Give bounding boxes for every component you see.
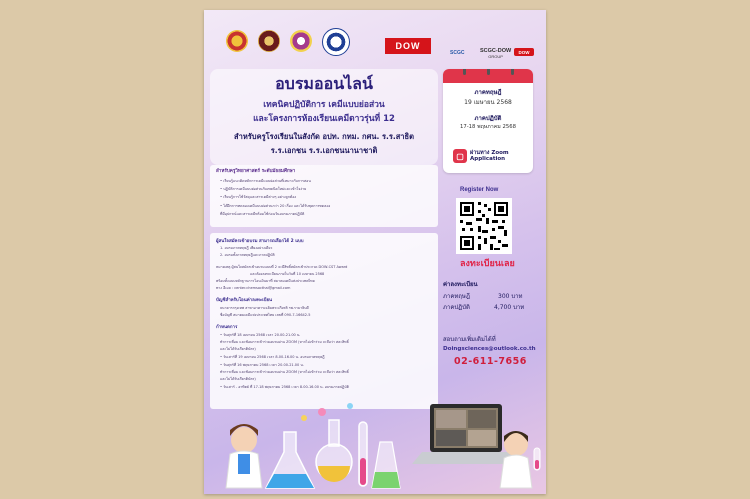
audience-line-2: ร.ร.เอกชน ร.ร.เอกชนนานาชาติ <box>270 146 378 155</box>
zoom-note <box>453 147 523 165</box>
zoom-line-1: ผ่านทาง Zoom <box>470 149 509 156</box>
zoom-text <box>470 150 509 163</box>
audience-bullet: ที่มีอุปกรณ์และสารเคมีพร้อมใช้ก่อนวันอบรมภาคปฏิบัติ <box>220 212 305 216</box>
ministry-seal-icon <box>226 30 248 52</box>
scgc-logo: SCGC <box>450 50 465 56</box>
bank-heading: บัญชีสำหรับโอนค่าลงทะเบียน <box>216 298 273 303</box>
university-seal-icon <box>258 30 280 52</box>
schedule-item: • วันเสาร์ - อาทิตย์ ที่ 17-18 พฤษภาคม 2568 เวลา 8.00-16.00 น. อบรมภาคปฏิบัติ <box>220 385 349 389</box>
schedule-calendar <box>443 69 533 173</box>
practice-date: 17-18 พฤษภาคม 2568 <box>460 124 516 130</box>
scientist-girl-icon <box>231 427 257 453</box>
options-heading: ผู้สนใจสมัครเข้าอบรม สามารถเลือกได้ 2 แบบ <box>216 239 304 244</box>
calendar-ring-icon <box>487 69 490 75</box>
zoom-line-2: Application <box>470 156 506 162</box>
details-box <box>210 233 438 409</box>
note-line: ทาง อีเมล : center.chemsocthai@gmail.com <box>216 286 291 290</box>
theory-label: ภาคทฤษฎี <box>474 89 502 96</box>
dow-logo: DOW <box>385 38 431 54</box>
fees-heading: ค่าลงทะเบียน <box>443 281 478 288</box>
schedule-heading: กำหนดการ <box>216 325 238 330</box>
flask-liquid <box>266 474 314 488</box>
fee-theory-label: ภาคทฤษฎี <box>443 293 470 300</box>
audience-bullet: • เรียนรู้การใช้วัสดุและสารเคมีต่างๆ อย่างถูกต้อง <box>220 195 297 199</box>
schedule-item: • วันเสาร์ที่ 19 เมษายน 2568 เวลา 8.00-16.00 น. อบรมภาคทฤษฎี <box>220 355 325 359</box>
register-qr-code[interactable] <box>456 198 512 254</box>
event-poster <box>204 10 546 494</box>
calendar-ring-icon <box>463 69 466 75</box>
schedule-item: และไม่ได้รับเกียรติบัตร) <box>220 377 256 381</box>
audience-bullet: • ได้ฝึกการทดลองเคมีแบบย่อส่วนกว่า 20 เรื่อง และได้รับชุดการทดลอง <box>220 204 331 208</box>
theory-date: 19 เมษายน 2568 <box>464 99 512 106</box>
science-illustration <box>204 392 546 494</box>
zoom-icon: ▢ <box>453 149 467 163</box>
schedule-item: • วันศุกร์ที่ 18 เมษายน 2568 เวลา 20.00-21.00 น. <box>220 333 301 337</box>
register-now-link[interactable]: ลงทะเบียนเลย <box>460 259 515 269</box>
schedule-item: ทำการเชื่อม และซ้อมการเข้าร่วมอบรมผ่าน ZOOM (หากไม่เข้าร่วม จะถือว่า สละสิทธิ์ <box>220 370 349 374</box>
audience-bullet: • ปฏิบัติการเคมีแบบย่อส่วนกับเทคนิคใหม่และเข้าใจง่าย <box>220 187 307 191</box>
subtitle-line-2: และโครงการห้องเรียนเคมีดาวรุ่นที่ 12 <box>253 114 395 124</box>
audience-heading: สำหรับครูวิทยาศาสตร์ ระดับมัธยมศึกษา <box>216 169 296 174</box>
schedule-item: และไม่ได้รับเกียรติบัตร) <box>220 347 256 351</box>
scgc-dow-logo <box>480 48 511 60</box>
fee-theory-price: 300 บาท <box>498 293 523 300</box>
scgc-dow-logo-text: SCGC-DOW <box>480 48 512 54</box>
note-line: และต้องลงทะเบียนภายในวันที่ 10 เมษายน 2568 <box>250 272 325 276</box>
qr-code-icon <box>458 200 510 252</box>
main-title: อบรมออนไลน์ <box>275 74 373 93</box>
chemical-society-seal-icon <box>322 28 350 56</box>
audience-box <box>210 165 438 227</box>
register-now-label: Register Now <box>460 187 499 193</box>
schedule-item: • วันศุกร์ที่ 16 พฤษภาคม 2568 เวลา 20.00-21.00 น. <box>220 363 304 367</box>
note-line: พร้อมทั้งแนบหลักฐานการโอนเงินมาที่ สมาคมเคมีแห่งประเทศไทย <box>216 279 315 283</box>
bank-line: ชื่อบัญชี สมาคมเคมีแห่งประเทศไทย เลขที่ 090-7-16642-5 <box>220 313 311 317</box>
schedule-item: ทำการเชื่อม และซ้อมการเข้าร่วมอบรมผ่าน ZOOM (หากไม่เข้าร่วม จะถือว่า สละสิทธิ์ <box>220 340 349 344</box>
option-item: 1. อบรมภาคทฤษฎี เพียงอย่างเดียว <box>220 246 273 250</box>
logo-bar <box>218 24 532 64</box>
title-panel <box>210 69 438 165</box>
scgc-dow-logo-sub: GROUP <box>488 54 503 59</box>
fee-practice-label: ภาคปฏิบัติ <box>443 304 470 311</box>
note-line: หมายเหตุ ผู้สนใจสมัครเข้าอบรมแบบที่ 2 จะมีสิทธิ์สมัครเข้าประกวด DOW-CST Award <box>216 265 348 269</box>
option-item: 2. อบรมทั้งภาคทฤษฎีและภาคปฏิบัติ <box>220 253 275 257</box>
subtitle-line-1: เทคนิคปฏิบัติการ เคมีแบบย่อส่วน <box>263 100 385 110</box>
round-flask-liquid <box>318 466 350 482</box>
fee-practice-price: 4,700 บาท <box>494 304 525 311</box>
contact-phone[interactable]: 02-611-7656 <box>454 356 527 367</box>
audience-bullet: • เรียนรู้แนวคิดหลักการเคมีแบบย่อส่วนที่เหมาะกับการสอน <box>220 179 311 183</box>
contact-email[interactable]: Doingsciences@outlook.co.th <box>443 346 536 352</box>
dow-small-logo: DOW <box>514 48 534 56</box>
calendar-ring-icon <box>511 69 514 75</box>
institute-seal-icon <box>290 30 312 52</box>
bank-line: ธนาคารกรุงเทพ สาขาอาคารเฉลิมพระเกียรติ รพ.รามาธิบดี <box>220 306 309 310</box>
practice-label: ภาคปฏิบัติ <box>474 115 502 122</box>
audience-line-1: สำหรับครูโรงเรียนในสังกัด อปท. กทม. กศน. ร.ร.สาธิต <box>234 132 414 141</box>
contact-heading: สอบถามเพิ่มเติมได้ที่ <box>443 336 496 343</box>
